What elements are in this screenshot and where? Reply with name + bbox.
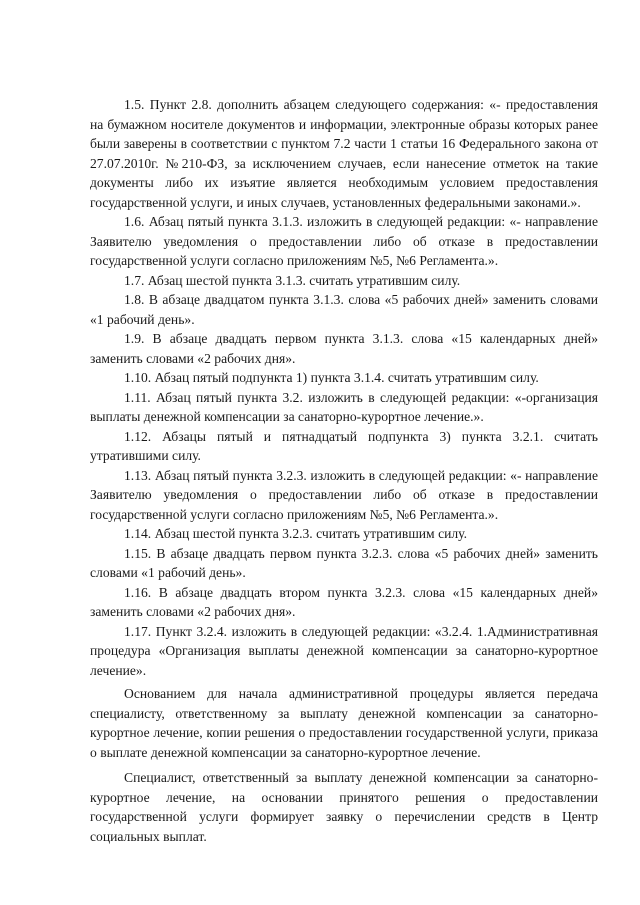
paragraph-1-8: 1.8. В абзаце двадцатом пункта 3.1.3. слова «5 рабочих дней» заменить словами «1 рабочий день». [90, 292, 598, 327]
paragraph-1-17: 1.17. Пункт 3.2.4. изложить в следующей редакции: «3.2.4. 1.Административная процедура «Организация выплаты денежной компенсации за санаторно-курортное лечение». [90, 623, 598, 678]
paragraph-1-6: 1.6. Абзац пятый пункта 3.1.3. изложить в следующей редакции: «- направление Заявителю уведомления о предоставлении либо об отказе в предоставлении государственной услуги согласно приложениям №5, №6 Регламента.». [90, 214, 598, 268]
paragraph-1-16: 1.16. В абзаце двадцать втором пункта 3.2.3. слова «15 календарных дней» заменить словами «2 рабочих дня». [90, 584, 598, 619]
paragraph-1-11: 1.11. Абзац пятый пункта 3.2. изложить в следующей редакции: «-организация выплаты денежной компенсации за санаторно-курортное лечение.». [90, 389, 598, 424]
paragraph-1-14: 1.14. Абзац шестой пункта 3.2.3. считать утратившим силу. [124, 526, 467, 541]
paragraph-specialist: Специалист, ответственный за выплату денежной компенсации за санаторно-курортное лечение, на основании принятого решения о предоставлении государственной услуги формирует заявку о перечислении средств в Центр социальных выплат. [90, 770, 598, 844]
paragraph-1-10: 1.10. Абзац пятый подпункта 1) пункта 3.1.4. считать утратившим силу. [124, 370, 539, 385]
document-page [90, 95, 598, 846]
paragraph-1-9: 1.9. В абзаце двадцать первом пункта 3.1.3. слова «15 календарных дней» заменить словами «2 рабочих дня». [90, 331, 598, 366]
paragraph-1-5: 1.5. Пункт 2.8. дополнить абзацем следующего содержания: «- предоставления на бумажном носителе документов и информации, электронные образы которых ранее были заверены в соответствии с пунктом 7.2 части 1 статьи 16 Федерального закона от 27.07.2010г. №210-ФЗ, за исключением случаев, если нанесение отметок на такие документы либо их изъятие является необходимым условием предоставления государственной услуги, и иных случаев, установленных федеральными законами.». [90, 97, 598, 210]
paragraph-1-7: 1.7. Абзац шестой пункта 3.1.3. считать утратившим силу. [124, 272, 461, 288]
paragraph-1-15: 1.15. В абзаце двадцать первом пункта 3.2.3. слова «5 рабочих дней» заменить словами «1 рабочий день». [90, 545, 598, 580]
paragraph-1-13: 1.13. Абзац пятый пункта 3.2.3. изложить в следующей редакции: «- направление Заявителю уведомления о предоставлении либо об отказе в предоставлении государственной услуги согласно приложениям №5, №6 Регламента.». [90, 467, 598, 522]
paragraph-basis: Основанием для начала административной процедуры является передача специалисту, ответственному за выплату денежной компенсации за санаторно-курортное лечение, копии решения о предоставлении государственной услуги, приказа о выплате денежной компенсации за санаторно-курортное лечение. [90, 686, 598, 760]
paragraph-1-12: 1.12. Абзацы пятый и пятнадцатый подпункта 3) пункта 3.2.1. считать утратившими силу. [90, 428, 598, 463]
